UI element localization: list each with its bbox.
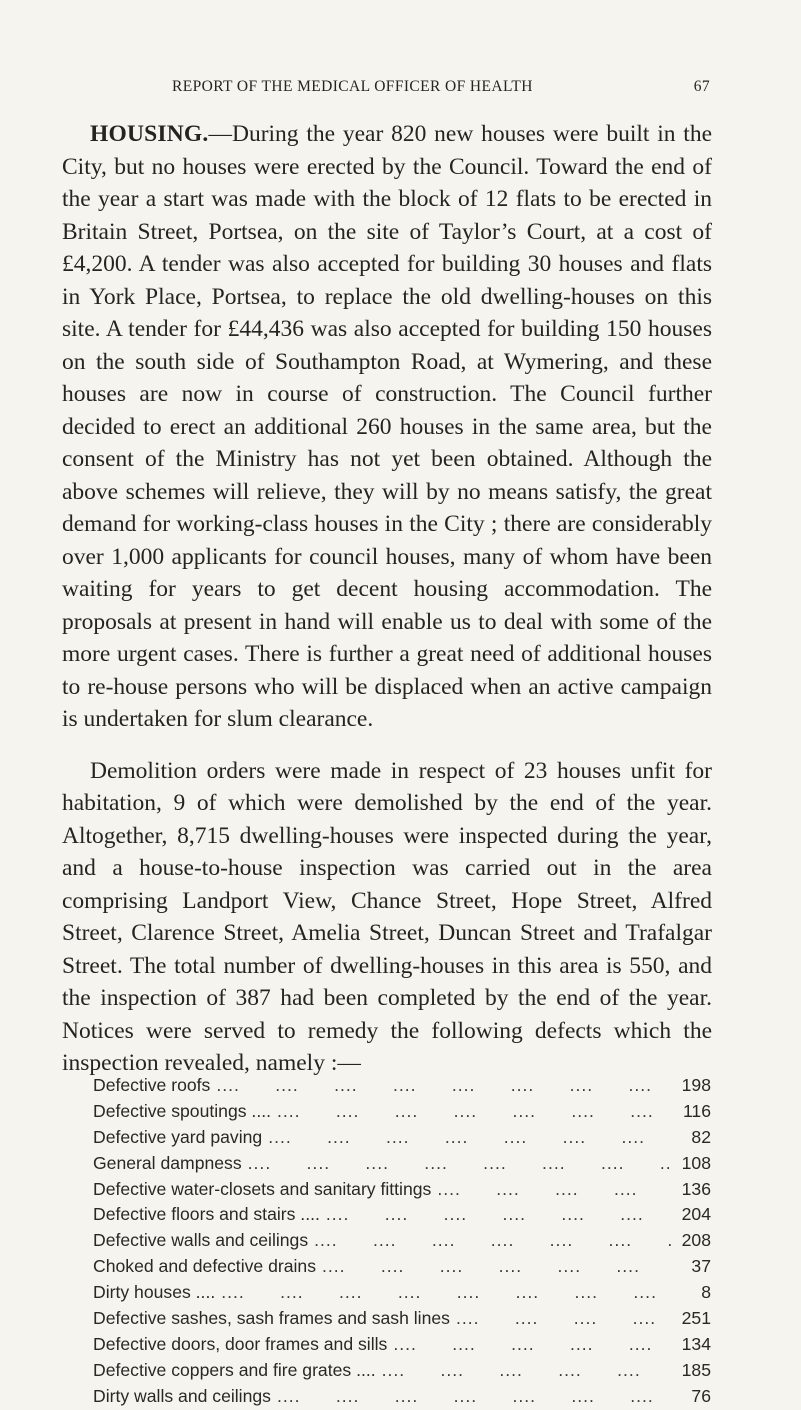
defect-label: Defective floors and stairs ....: [93, 1204, 320, 1225]
leader-dots: [450, 1306, 673, 1332]
leader-dots: [210, 1073, 673, 1099]
defect-count: 82: [691, 1126, 711, 1147]
defect-label: Choked and defective drains: [93, 1256, 316, 1277]
leader-dots: [387, 1332, 673, 1358]
section-heading: HOUSING.: [90, 121, 209, 147]
defect-row: [93, 1177, 711, 1203]
defect-label: Defective coppers and fire grates ....: [93, 1359, 376, 1380]
defect-label: Defective water-closets and sanitary fittings: [93, 1178, 432, 1199]
leader-dots: [376, 1358, 673, 1384]
defect-count: 108: [681, 1152, 711, 1173]
defect-label: Defective sashes, sash frames and sash lines: [93, 1308, 450, 1329]
defects-list: [93, 1073, 711, 1410]
leader-dots: [271, 1384, 673, 1410]
defect-row: [93, 1099, 711, 1125]
defect-count: 8: [701, 1282, 711, 1303]
defect-count: 116: [682, 1100, 711, 1121]
defect-label: Defective roofs: [93, 1075, 211, 1095]
defect-label: Defective doors, door frames and sills: [93, 1333, 388, 1354]
defect-count: 37: [691, 1256, 711, 1277]
defect-row: [93, 1384, 711, 1410]
leader-dots: [215, 1280, 673, 1306]
defect-count: 76: [691, 1385, 711, 1406]
page-number: 67: [693, 78, 710, 95]
defect-row: [93, 1073, 711, 1099]
leader-dots: [431, 1177, 673, 1203]
defect-row: [93, 1151, 711, 1177]
defect-count: 185: [681, 1359, 711, 1380]
housing-paragraph-text: —During the year 820 new houses were built in the City, but no houses were erected by the Council. Toward the end of the year a start was made with the block of 12 flats to be erected in Britain Street, Portsea, on the site of Taylor’s Court, at a cost of £4,200. A tender was also accepted for building 30 houses and flats in York Place, Portsea, to replace the old dwelling-houses on this site. A tender for £44,436 was also accepted for building 150 houses on the south side of Southampton Road, at Wymering, and these houses are now in course of construction. The Council further decided to erect an additional 260 houses in the same area, but the consent of the Ministry has not yet been obtained. Although the above schemes will relieve, they will by no means satisfy, the great demand for working-class houses in the City ; there are considerably over 1,000 applicants for council houses, many of whom have been waiting for years to get decent housing accommodation. The proposals at present in hand will enable us to deal with some of the more urgent cases. There is further a great need of additional houses to re-house persons who will be displaced when an active campaign is undertaken for slum clearance.: [62, 121, 712, 732]
leader-dots: [262, 1125, 673, 1151]
defect-label: Defective yard paving: [93, 1126, 263, 1147]
defect-row: [93, 1125, 711, 1151]
defect-label: Defective walls and ceilings: [93, 1230, 309, 1251]
defect-count: 134: [681, 1333, 711, 1354]
defect-row: [93, 1306, 711, 1332]
leader-dots: [320, 1202, 673, 1228]
defect-label: Dirty houses ....: [93, 1282, 216, 1303]
defect-count: 204: [681, 1204, 711, 1225]
defect-row: [93, 1228, 711, 1254]
defect-row: [93, 1358, 711, 1384]
defect-row: [93, 1254, 711, 1280]
defect-count: 251: [681, 1308, 711, 1329]
defect-row: [93, 1332, 711, 1358]
demolition-paragraph: Demolition orders were made in respect of 23 houses unfit for habitation, 9 of which were demolished by the end of the year. Altogether, 8,715 dwelling-houses were inspected during the year, and a house-to-house inspection was carried out in the area comprising Landport View, Chance Street, Hope Street, Alfred Street, Clarence Street, Amelia Street, Duncan Street and Trafalgar Street. The total number of dwelling-houses in this area is 550, and the inspection of 387 had been completed by the end of the year. Notices were served to remedy the following defects which the inspection revealed, namely :—: [62, 757, 712, 1076]
defect-count: 136: [681, 1178, 711, 1199]
defect-row: [93, 1202, 711, 1228]
leader-dots: [308, 1228, 673, 1254]
defect-label: Dirty walls and ceilings: [93, 1385, 271, 1406]
defect-label: Defective spoutings ....: [93, 1100, 271, 1121]
leader-dots: [316, 1254, 673, 1280]
defect-row: [93, 1280, 711, 1306]
leader-dots: [271, 1099, 673, 1125]
body-text: [62, 118, 712, 1080]
leader-dots: [242, 1151, 673, 1177]
housing-paragraph: [62, 118, 712, 736]
defect-count: 208: [681, 1230, 711, 1251]
defect-label: General dampness: [93, 1152, 242, 1173]
defect-count: 198: [681, 1075, 711, 1095]
report-title: REPORT OF THE MEDICAL OFFICER OF HEALTH: [172, 78, 533, 95]
